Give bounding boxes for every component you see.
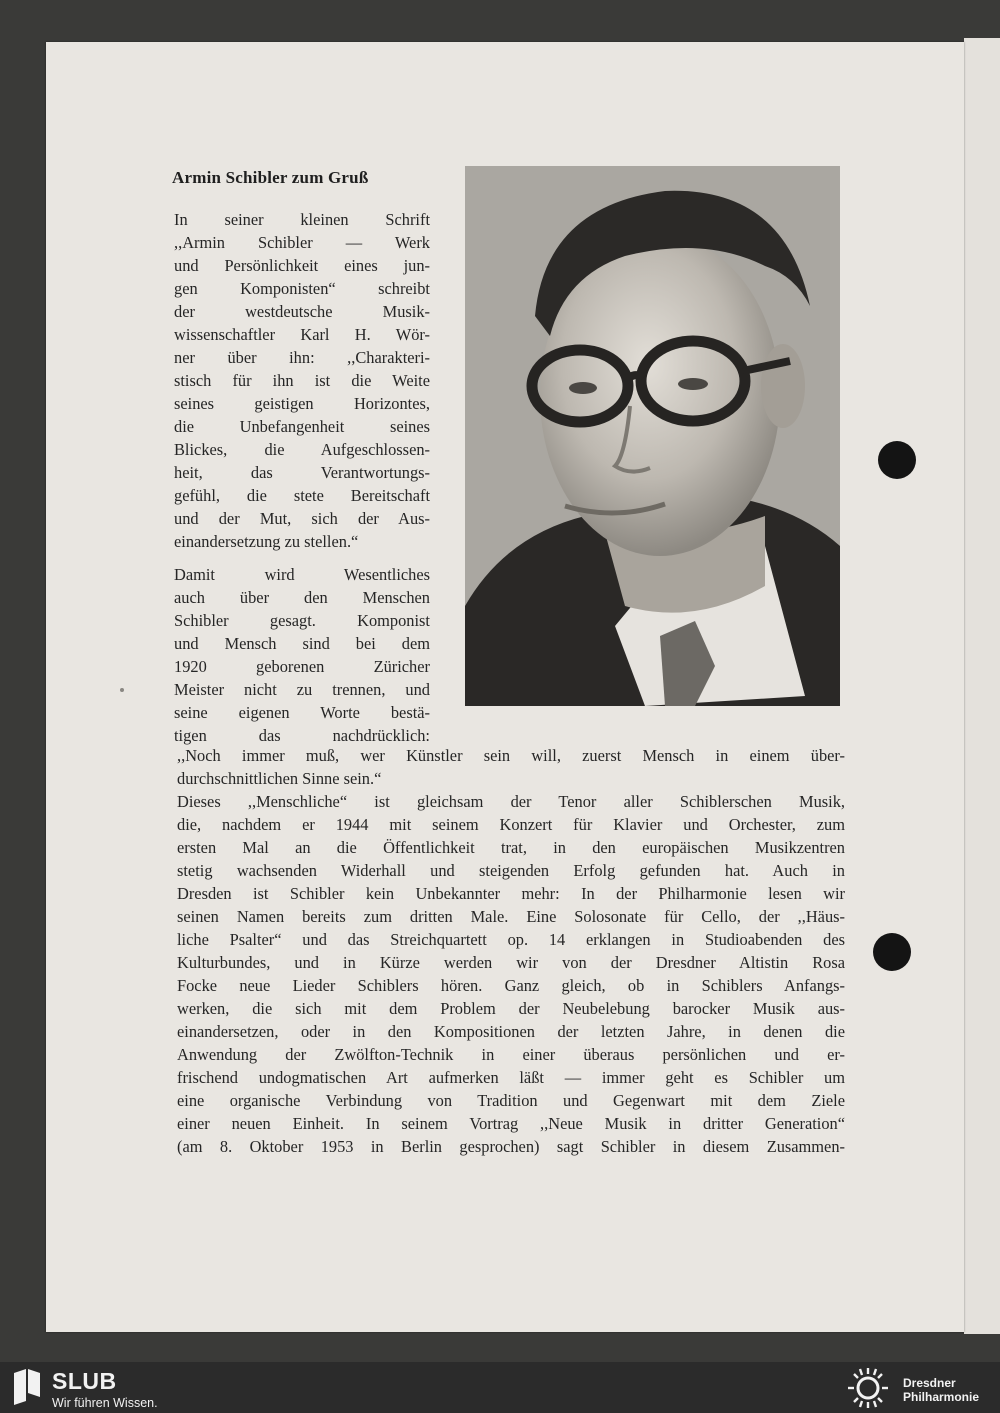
text-line: heit, das Verantwortungs- — [174, 463, 430, 482]
text-line: Kulturbundes, und in Kürze werden wir von der Dresdner Altistin Rosa — [177, 953, 845, 972]
partner-name-line2[interactable]: Philharmonie — [903, 1390, 980, 1404]
text-line: ner über ihn: ,,Charakteri- — [174, 348, 430, 367]
adjacent-page-edge — [964, 38, 1000, 1334]
text-line: seine eigenen Worte bestä- — [174, 703, 430, 722]
text-line: einer neuen Einheit. In seinem Vortrag ,,Neue Musik in dritter Generation“ — [177, 1114, 845, 1133]
text-line: und Persönlichkeit eines jun- — [174, 256, 430, 275]
text-line: Dresden ist Schibler kein Unbekannter mehr: In der Philharmonie lesen wir — [177, 884, 845, 903]
viewer-footer — [0, 1362, 1000, 1413]
text-line: tigen das nachdrücklich: — [174, 726, 430, 745]
text-line: und Mensch sind bei dem — [174, 634, 430, 653]
text-line: ,,Armin Schibler — Werk — [174, 233, 430, 252]
article-title: Armin Schibler zum Gruß — [172, 168, 369, 187]
punch-hole-lower — [873, 933, 911, 971]
text-line: gefühl, die stete Bereitschaft — [174, 486, 430, 505]
paragraph-body — [177, 744, 845, 1158]
portrait-photo — [465, 166, 840, 706]
text-line: liche Psalter“ und das Streichquartett op. 14 erklangen in Studioabenden des — [177, 930, 845, 949]
paragraph-second — [174, 563, 430, 747]
text-line: stisch für ihn ist die Weite — [174, 371, 430, 390]
text-line: gen Komponisten“ schreibt — [174, 279, 430, 298]
text-line: seinen Namen bereits zum dritten Male. Eine Solosonate für Cello, der ,,Häus- — [177, 907, 845, 926]
text-line: ,,Noch immer muß, wer Künstler sein will, zuerst Mensch in einem über- — [177, 746, 845, 765]
slub-tagline: Wir führen Wissen. — [52, 1396, 158, 1410]
text-line: einandersetzen, oder in den Kompositionen der letzten Jahre, in denen die — [177, 1022, 845, 1041]
narrow-text-column — [174, 208, 430, 747]
slub-name[interactable]: SLUB — [52, 1368, 117, 1394]
paragraph-intro — [174, 208, 430, 553]
text-line: stetig wachsenden Widerhall und steigenden Erfolg gefunden hat. Auch in — [177, 861, 845, 880]
text-line: 1920 geborenen Züricher — [174, 657, 430, 676]
partner-name-line1[interactable]: Dresdner — [903, 1376, 956, 1390]
text-line: frischend undogmatischen Art aufmerken läßt — immer geht es Schibler um — [177, 1068, 845, 1087]
punch-hole-upper — [878, 441, 916, 479]
text-line: und der Mut, sich der Aus- — [174, 509, 430, 528]
text-line: Blickes, die Aufgeschlossen- — [174, 440, 430, 459]
text-line: Dieses ,,Menschliche“ ist gleichsam der Tenor aller Schiblerschen Musik, — [177, 792, 845, 811]
philharmonie-sunburst-icon[interactable] — [842, 1366, 894, 1410]
text-line: die, nachdem er 1944 mit seinem Konzert für Klavier und Orchester, zum — [177, 815, 845, 834]
text-line: (am 8. Oktober 1953 in Berlin gesprochen) sagt Schibler in diesem Zusammen- — [177, 1137, 845, 1156]
text-line: seines geistigen Horizontes, — [174, 394, 430, 413]
text-line: Anwendung der Zwölfton-Technik in einer überaus persönlichen und er- — [177, 1045, 845, 1064]
text-line: Meister nicht zu trennen, und — [174, 680, 430, 699]
text-line: ersten Mal an die Öffentlichkeit trat, in den europäischen Musikzentren — [177, 838, 845, 857]
portrait-illustration — [465, 166, 840, 706]
text-line: Damit wird Wesentliches — [174, 565, 430, 584]
wide-text-column — [177, 744, 845, 1158]
text-line: werken, die sich mit dem Problem der Neubelebung barocker Musik aus- — [177, 999, 845, 1018]
text-line: Focke neue Lieder Schiblers hören. Ganz gleich, ob in Schiblers Anfangs- — [177, 976, 845, 995]
text-line: auch über den Menschen — [174, 588, 430, 607]
text-line: eine organische Verbindung von Tradition und Gegenwart mit dem Ziele — [177, 1091, 845, 1110]
paper-speck — [120, 688, 124, 692]
text-line: wissenschaftler Karl H. Wör- — [174, 325, 430, 344]
text-line: der westdeutsche Musik- — [174, 302, 430, 321]
text-line: durchschnittlichen Sinne sein.“ — [177, 769, 382, 788]
slub-book-icon[interactable] — [12, 1367, 42, 1405]
text-line: Schibler gesagt. Komponist — [174, 611, 430, 630]
text-line: die Unbefangenheit seines — [174, 417, 430, 436]
text-line: In seiner kleinen Schrift — [174, 210, 430, 229]
text-line: einandersetzung zu stellen.“ — [174, 532, 359, 551]
